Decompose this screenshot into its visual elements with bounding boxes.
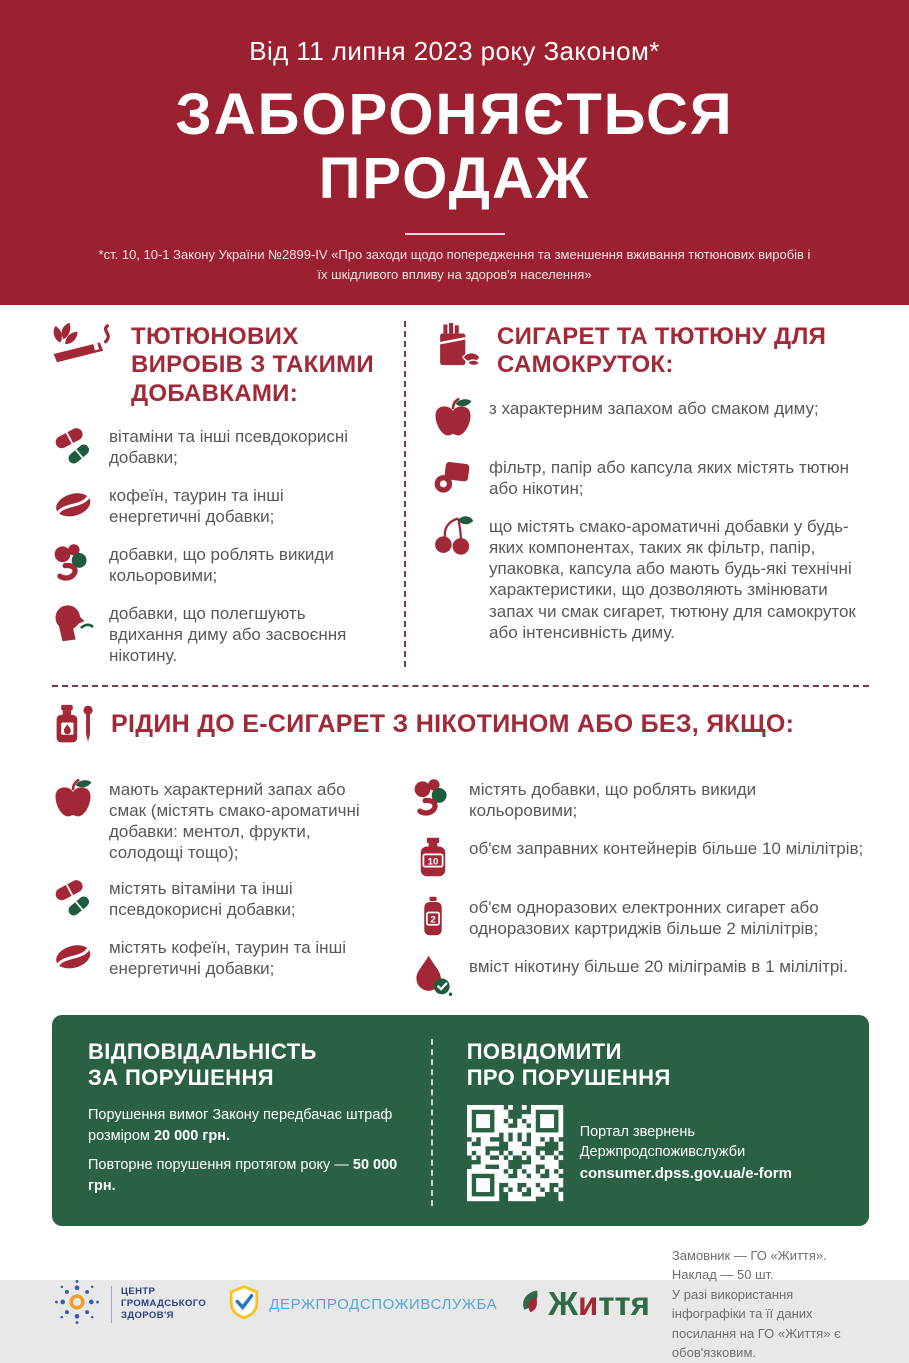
list-item [412,954,869,1001]
page-title-line1: ЗАБОРОНЯЄТЬСЯ [175,82,734,147]
item-text: з характерним запахом або смаком диму; [489,398,819,418]
cigarettes-section-header [432,321,869,380]
colophon-line1: Замовник — ГО «Життя». Наклад — 50 шт. [671,1247,827,1283]
cigarette-pack-icon [432,321,484,372]
penalty-title-line2: ЗА ПОРУШЕННЯ [88,1065,274,1091]
qr-code [467,1105,563,1201]
head-smoke-icon [52,601,94,648]
eliquids-section-title: РІДИН ДО Е-СИГАРЕТ З НІКОТИНОМ АБО БЕЗ, ЯКЩО: [111,709,795,738]
list-item [52,777,380,864]
dashed-divider [52,685,869,687]
tobacco-section-header [52,321,380,408]
pills-icon [52,876,94,923]
list-item [52,424,380,471]
shield-check-icon [228,1284,260,1324]
list-item [52,483,380,530]
eliquid-bottle-icon [52,701,98,749]
tobacco-section-title: ТЮТЮНОВИХ ВИРОБІВ З ТАКИМИ ДОБАВКАМИ: [131,322,374,407]
header-subtitle: Від 11 липня 2023 року Законом* [249,36,660,66]
list-item [52,601,380,667]
list-item [412,836,869,883]
leaf-icon [519,1285,545,1323]
apple-icon [52,777,94,824]
list-item [432,396,869,443]
report-url[interactable]: consumer.dpss.gov.ua/e-form [579,1165,792,1182]
main-content [0,305,909,1363]
divider-line [405,233,505,235]
penalty-block [88,1039,431,1206]
header-banner [0,0,909,305]
list-item [52,876,380,923]
legal-footnote: *ст. 10, 10-1 Закону України №2899-IV «Про заходи щодо попередження та зменшення вживання тютюнових виробів і їх шкідливого впливу на здоров'я населення» [98,246,811,282]
item-text: фільтр, папір або капсула яких містять тютюн або нікотин; [489,457,850,498]
page-title [70,83,839,211]
column-tobacco [52,321,404,667]
eliquids-columns [52,761,869,1001]
cartridge-volume-label: 2 [430,914,436,926]
filter-roll-icon [432,455,474,502]
colored-smoke-icon [412,777,454,824]
bottle-10-icon [412,836,454,883]
item-text: що містять смако-ароматичні добавки у будь-яких компонентах, таких як фільтр, папір, упаковка, капсула або мають будь-які технічні характеристики, що дозволяють змінювати запах чи смак сигарет, тютюну для самокруток або інтенсивність диму. [489,516,856,642]
zhyttia-part2: и [578,1285,599,1323]
penalty-paragraph-2 [88,1155,405,1196]
coffee-bean-icon [52,935,94,982]
dpss-logo-label: ДЕРЖПРОДСПОЖИВСЛУЖБА [269,1295,498,1313]
report-caption-line2: Держпродспоживслужби [579,1144,746,1161]
bottle-volume-label: 10 [427,856,439,867]
pills-icon [52,424,94,471]
penalty-p1-text: Порушення вимог Закону передбачає штраф розміром [88,1107,393,1144]
item-text: кофеїн, таурин та інші енергетичні добавки; [109,485,284,527]
penalty-paragraph-1 [88,1105,405,1146]
column-cigarettes [404,321,869,667]
phc-logo [52,1277,206,1332]
section-eliquids [52,701,869,1001]
penalty-p2-amount: 50 000 грн. [88,1157,398,1194]
list-item [432,455,869,502]
colored-smoke-icon [52,542,94,589]
zhyttia-wordmark [548,1285,650,1323]
item-text: містять вітаміни та інші псевдокорисні добавки; [109,878,296,919]
apple-icon [432,396,474,443]
zhyttia-part3: ття [598,1285,650,1323]
dpss-logo [228,1284,497,1324]
report-title-line1: ПОВІДОМИТИ [466,1038,622,1064]
item-text: містять добавки, що роблять викиди кольоровими; [469,779,757,820]
phc-text-line3: ЗДОРОВ'Я [121,1310,174,1322]
tobacco-items [52,424,380,667]
phc-logo-icon [52,1277,102,1332]
cigarette-leaf-icon [52,321,118,369]
report-title-line2: ПРО ПОРУШЕННЯ [466,1065,671,1091]
zhyttia-part1: Ж [548,1285,579,1323]
colophon [672,1246,869,1363]
drop-check-icon [412,954,454,1001]
phc-text-line2: ГРОМАДСЬКОГО [121,1297,207,1309]
report-block [431,1039,833,1206]
page-title-line2: ПРОДАЖ [318,145,591,211]
list-item [412,777,869,824]
colophon-line2: У разі використання інфографіки та її даних посилання на ГО «Життя» є обов'язковим. [671,1286,841,1361]
penalty-title-line1: ВІДПОВІДАЛЬНІСТЬ [88,1038,317,1064]
cherry-icon [432,514,474,561]
list-item [412,895,869,942]
penalty-p2-text: Повторне порушення протягом року — [88,1157,353,1174]
report-qr-row [467,1105,833,1201]
report-caption [580,1122,792,1185]
report-caption-line1: Портал звернень [579,1123,695,1140]
item-text: об'єм одноразових електронних сигарет або одноразових картриджів більше 2 мілілітрів; [469,897,819,938]
list-item [52,935,380,982]
item-text: добавки, що роблять викиди кольоровими; [109,544,334,586]
phc-logo-text [111,1286,206,1323]
list-item [432,514,869,644]
item-text: вміст нікотину більше 20 міліграмів в 1 мілілітрі. [469,956,848,976]
cigarettes-items [432,396,869,644]
footer [52,1226,869,1363]
item-text: добавки, що полегшують вдихання диму або засвоєння нікотину. [109,603,347,666]
cigarettes-section-title: СИГАРЕТ ТА ТЮТЮНУ ДЛЯ САМОКРУТОК: [497,322,827,379]
section-banned-products [52,321,869,667]
list-item [52,542,380,589]
coffee-bean-icon [52,483,94,530]
penalty-report-panel [52,1015,869,1226]
report-title [467,1039,833,1093]
eliquids-items-right [408,777,869,1001]
penalty-p1-amount: 20 000 грн. [153,1127,230,1144]
eliquids-items-left [52,777,408,1001]
item-text: містять кофеїн, таурин та інші енергетичні добавки; [109,937,346,978]
eliquids-section-header [52,701,869,749]
phc-text-line1: ЦЕНТР [121,1285,156,1297]
item-text: вітаміни та інші псевдокорисні добавки; [109,426,349,468]
penalty-title [88,1039,405,1093]
item-text: об'єм заправних контейнерів більше 10 мілілітрів; [469,838,864,858]
zhyttia-logo [519,1285,650,1323]
bottle-2-icon [412,895,454,942]
item-text: мають характерний запах або смак (містять смако-ароматичні добавки: ментол, фрукти, солодощі тощо); [109,779,360,863]
